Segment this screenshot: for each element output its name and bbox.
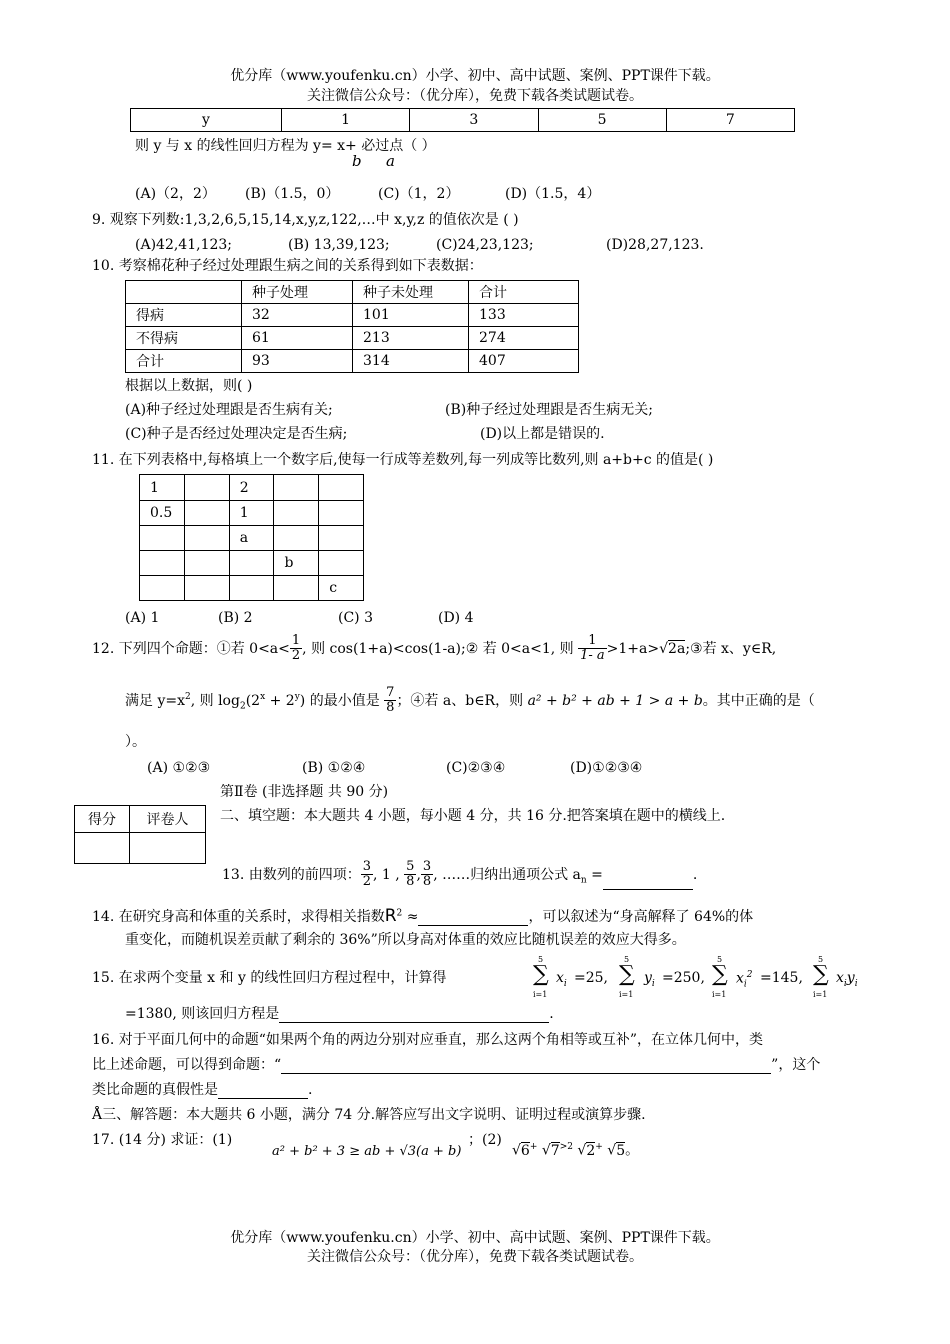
sqrt-symbol: √: [512, 1142, 521, 1159]
q17-expression-2: [512, 1142, 639, 1159]
sum-lower: i=1: [813, 990, 828, 999]
grid-cell: 1: [140, 475, 185, 501]
denominator: 8: [422, 874, 432, 890]
q14-text: 14. 在研究身高和体重的关系时，求得相关指数: [92, 909, 385, 925]
header-line-2: 关注微信公众号：（优分库），免费下载各类试题试卷。: [307, 88, 643, 104]
superscript: x: [260, 692, 266, 703]
sum-lower: i=1: [712, 990, 727, 999]
grid-cell: c: [319, 576, 364, 601]
q15-answer-blank[interactable]: [279, 1022, 549, 1023]
sqrt-arg: 5: [616, 1142, 626, 1159]
q12-text: , 则 log: [190, 692, 240, 709]
sigma-icon: ∑: [712, 962, 728, 987]
q12-option-b: (B) ①②④: [302, 760, 366, 776]
numerator: 5: [406, 859, 415, 874]
grid-cell: [319, 551, 364, 576]
b-hat-symbol: b: [352, 152, 362, 170]
q16-line-3: [92, 1082, 312, 1099]
q16-text: ”，这个: [771, 1057, 821, 1073]
sigma-icon: ∑: [813, 962, 829, 987]
inequality-expression: a² + b² + ab + 1 > a + b: [527, 692, 703, 709]
sqrt-symbol: √: [659, 640, 669, 657]
q17-expression-1: a² + b² + 3 ≥ ab + √3(a + b): [272, 1144, 462, 1159]
score-header: 得分: [75, 806, 130, 833]
q11-option-d: (D) 4: [438, 610, 474, 626]
q11-option-c: (C) 3: [338, 610, 373, 626]
numerator: 1: [291, 633, 301, 648]
q12-part-2: , 则 cos(1+a)<cos(1-a);② 若 0<a<1, 则: [302, 640, 574, 657]
q16-truth-blank[interactable]: [218, 1098, 308, 1099]
grader-cell[interactable]: [130, 833, 206, 864]
table-cell: 274: [469, 327, 579, 350]
grid-cell: [229, 576, 274, 601]
q9-option-c: (C)24,23,123;: [436, 237, 534, 253]
greater-than-2: >2: [559, 1142, 573, 1152]
q14-line-2: 重变化，而随机误差贡献了剩余的 36%”所以身高对体重的效应比随机误差的效应大得多。: [125, 932, 686, 948]
q16-text: 比上述命题，可以得到命题：“: [92, 1057, 282, 1073]
grid-cell: [185, 475, 230, 501]
grid-cell: 0.5: [140, 501, 185, 526]
grid-cell: 2: [229, 475, 274, 501]
denominator: 8: [386, 700, 395, 716]
table-cell: 1: [282, 109, 410, 132]
q16-line-1: 16. 对于平面几何中的命题“如果两个角的两边分别对应垂直，那么这两个角相等或互补”，在立体几何中，类: [92, 1032, 764, 1048]
table-cell: 93: [242, 350, 353, 373]
fraction-one-half: [290, 634, 302, 664]
grid-cell: [274, 576, 319, 601]
table-cell: 合计: [126, 350, 242, 373]
subscript: n: [580, 875, 587, 886]
header-line-1: 优分库（www.youfenku.cn）小学、初中、高中试题、案例、PPT课件下载。: [230, 68, 720, 84]
table-cell: 101: [353, 304, 469, 327]
q10-text: 10. 考察棉花种子经过处理跟生病之间的关系得到如下表数据：: [92, 258, 483, 274]
q15-text: =1380, 则该回归方程是: [125, 1006, 280, 1022]
q13-line: [222, 860, 697, 890]
grid-cell: [140, 526, 185, 551]
contingency-table: [125, 280, 579, 373]
q13-answer-blank[interactable]: [603, 889, 693, 890]
q8-option-d: (D)（1.5，4）: [505, 186, 601, 202]
q15-line-1: 15. 在求两个变量 x 和 y 的线性回归方程过程中，计算得: [92, 970, 447, 986]
footer-line-1: 优分库（www.youfenku.cn）小学、初中、高中试题、案例、PPT课件下载。: [230, 1230, 720, 1246]
q15-text: .: [549, 1006, 554, 1022]
sum-yi-value: =250,: [662, 970, 705, 986]
q16-text: 类比命题的真假性是: [92, 1082, 218, 1098]
q12-option-a: (A) ①②③: [147, 760, 211, 776]
sum-upper: 5: [717, 955, 723, 964]
q9-option-d: (D)28,27,123.: [606, 237, 704, 253]
sigma-icon: ∑: [619, 962, 635, 987]
regression-data-table: [130, 108, 795, 132]
sqrt-arg: 2: [586, 1142, 596, 1159]
sequence-grid: [139, 474, 364, 601]
numerator: 1: [578, 634, 607, 649]
sum-upper: 5: [538, 955, 544, 964]
q13-text: ,: [416, 866, 421, 883]
superscript: y: [294, 692, 300, 703]
q16-line-2: [92, 1057, 820, 1074]
q13-text: =: [586, 866, 603, 883]
xi-term: $x_i$: [556, 970, 567, 989]
footer-line-2: 关注微信公众号：（优分库），免费下载各类试题试卷。: [307, 1249, 643, 1265]
q12-text: ；④若 a、b∈R，则: [396, 692, 524, 709]
table-cell: 合计: [469, 281, 579, 304]
grid-cell: [185, 551, 230, 576]
q10-option-b: (B)种子经过处理跟是否生病无关;: [445, 402, 653, 418]
q12-text: 满足 y=x: [125, 692, 185, 709]
numerator: 7: [386, 685, 395, 700]
denominator: 2: [291, 648, 301, 664]
table-cell: 133: [469, 304, 579, 327]
q17-part-2-label: ；(2): [468, 1132, 502, 1148]
q10-option-c: (C)种子是否经过处理决定是否生病;: [125, 426, 348, 442]
grid-cell: [319, 475, 364, 501]
grid-cell: 1: [229, 501, 274, 526]
q12-line-2: [125, 686, 815, 716]
q12-text: 。其中正确的是（: [702, 692, 815, 709]
approx-symbol: ≈: [406, 909, 419, 925]
fraction-seven-eighths: [384, 686, 396, 716]
denominator: 2: [362, 874, 371, 890]
sum-lower: i=1: [533, 990, 548, 999]
table-cell: 32: [242, 304, 353, 327]
q8-text: 则 y 与 x 的线性回归方程为 y= x+ 必过点（ ）: [135, 138, 436, 154]
part3-heading: Å三、解答题：本大题共 6 小题，满分 74 分.解答应写出文字说明、证明过程或演算步骤.: [92, 1107, 646, 1123]
sum-xi-value: =25,: [574, 970, 608, 986]
grid-cell: [185, 526, 230, 551]
sqrt-symbol: √: [577, 1142, 587, 1159]
plus-sign: +: [529, 1142, 538, 1152]
score-table: [74, 805, 206, 864]
q11-text: 11. 在下列表格中,每格填上一个数字后,使每一行成等差数列,每一列成等比数列,则 a+b+c 的值是( ): [92, 452, 714, 468]
table-cell: 种子未处理: [353, 281, 469, 304]
q12-option-d: (D)①②③④: [570, 760, 643, 776]
fraction-one-over-1-minus-a: [578, 634, 607, 664]
table-cell: [126, 281, 242, 304]
denominator: 1- a: [580, 648, 605, 664]
q12-text: + 2: [265, 692, 295, 709]
q10-option-a: (A)种子经过处理跟是否生病有关;: [125, 402, 333, 418]
q8-option-a: (A)（2，2）: [135, 186, 216, 202]
grader-header: 评卷人: [130, 806, 206, 833]
table-cell: 7: [666, 109, 794, 132]
grid-cell: [185, 576, 230, 601]
table-cell: 61: [242, 327, 353, 350]
q13-text: , 1 ,: [373, 866, 400, 883]
q13-text: .: [692, 866, 698, 883]
grid-cell: [140, 576, 185, 601]
a-hat-symbol: a: [386, 152, 395, 170]
table-cell: 5: [538, 109, 666, 132]
table-cell: 314: [353, 350, 469, 373]
q15-line-2: [125, 1006, 554, 1023]
q17-label: 17. (14 分) 求证：(1): [92, 1132, 233, 1148]
table-cell: y: [131, 109, 282, 132]
q11-option-b: (B) 2: [218, 610, 253, 626]
q9-text: 9. 观察下列数:1,3,2,6,5,15,14,x,y,z,122,…中 x,y,z 的值依次是 ( ): [92, 212, 519, 228]
sum-xi2-value: =145,: [760, 970, 803, 986]
sqrt-symbol: √: [541, 1142, 551, 1159]
q14-answer-blank[interactable]: [418, 925, 528, 926]
sqrt-arg: 6: [520, 1142, 530, 1159]
yi-term: $y_i$: [644, 970, 655, 989]
grid-cell: [319, 501, 364, 526]
table-cell: 213: [353, 327, 469, 350]
q17-text: 。: [625, 1142, 640, 1159]
table-cell: 407: [469, 350, 579, 373]
q10-option-d: (D)以上都是错误的.: [480, 426, 605, 442]
table-cell: 得病: [126, 304, 242, 327]
grid-cell: [185, 501, 230, 526]
q13-text: 13. 由数列的前四项：: [222, 866, 361, 883]
q14-line-1: [92, 906, 753, 926]
sum-upper: 5: [818, 955, 824, 964]
q9-option-a: (A)42,41,123;: [135, 237, 233, 253]
xi-squared-term: $x_i^2$: [736, 970, 753, 990]
fraction-3-8: [421, 860, 433, 890]
grid-cell: b: [274, 551, 319, 576]
subscript: 2: [239, 701, 246, 712]
q12-part-1: 12. 下列四个命题：①若 0<a<: [92, 640, 290, 657]
fraction-3-2: [361, 860, 373, 890]
q12-line-1: [92, 634, 776, 664]
q14-text: ，可以叙述为“身高解释了 64%的体: [528, 909, 754, 925]
r-symbol: R: [384, 906, 397, 926]
grid-cell: a: [229, 526, 274, 551]
score-cell[interactable]: [75, 833, 130, 864]
q16-text: .: [308, 1082, 313, 1098]
grid-cell: [140, 551, 185, 576]
table-cell: 种子处理: [242, 281, 353, 304]
q12-part-4: ;③若 x、y∈R,: [685, 640, 777, 657]
q12-part-3: >1+a>: [606, 640, 660, 657]
part2-title: 第Ⅱ卷 (非选择题 共 90 分): [220, 784, 389, 800]
xiyi-term: $x_iy_i$: [836, 970, 858, 989]
denominator: 8: [406, 874, 415, 890]
grid-cell: [274, 526, 319, 551]
q12-option-c: (C)②③④: [446, 760, 506, 776]
table-cell: 3: [410, 109, 538, 132]
sqrt-symbol: √: [607, 1142, 617, 1159]
q12-text: (2: [245, 692, 261, 709]
q8-option-b: (B)（1.5，0）: [245, 186, 340, 202]
q13-text: , ……归纳出通项公式 a: [433, 866, 581, 883]
q8-option-c: (C)（1，2）: [378, 186, 460, 202]
q10-after: 根据以上数据，则( ): [125, 378, 253, 394]
q12-line-3: ）。: [125, 734, 146, 750]
sum-lower: i=1: [619, 990, 634, 999]
grid-cell: [274, 501, 319, 526]
grid-cell: [274, 475, 319, 501]
table-cell: 不得病: [126, 327, 242, 350]
superscript: 2: [185, 692, 191, 703]
q9-option-b: (B) 13,39,123;: [288, 237, 390, 253]
sum-upper: 5: [624, 955, 630, 964]
part2-section: 二、填空题：本大题共 4 小题，每小题 4 分，共 16 分.把答案填在题中的横线上.: [220, 808, 726, 824]
grid-cell: [229, 551, 274, 576]
q12-text: ) 的最小值是: [299, 692, 380, 709]
q16-answer-blank[interactable]: [281, 1073, 771, 1074]
q11-option-a: (A) 1: [125, 610, 160, 626]
superscript: 2: [396, 908, 403, 919]
sqrt-argument: 2a: [668, 640, 686, 657]
numerator: 3: [422, 859, 432, 874]
grid-cell: [319, 526, 364, 551]
numerator: 3: [362, 859, 371, 874]
sqrt-arg: 7: [550, 1142, 560, 1159]
sigma-icon: ∑: [533, 962, 549, 987]
fraction-5-8: [404, 860, 416, 890]
plus-sign: +: [595, 1142, 603, 1152]
